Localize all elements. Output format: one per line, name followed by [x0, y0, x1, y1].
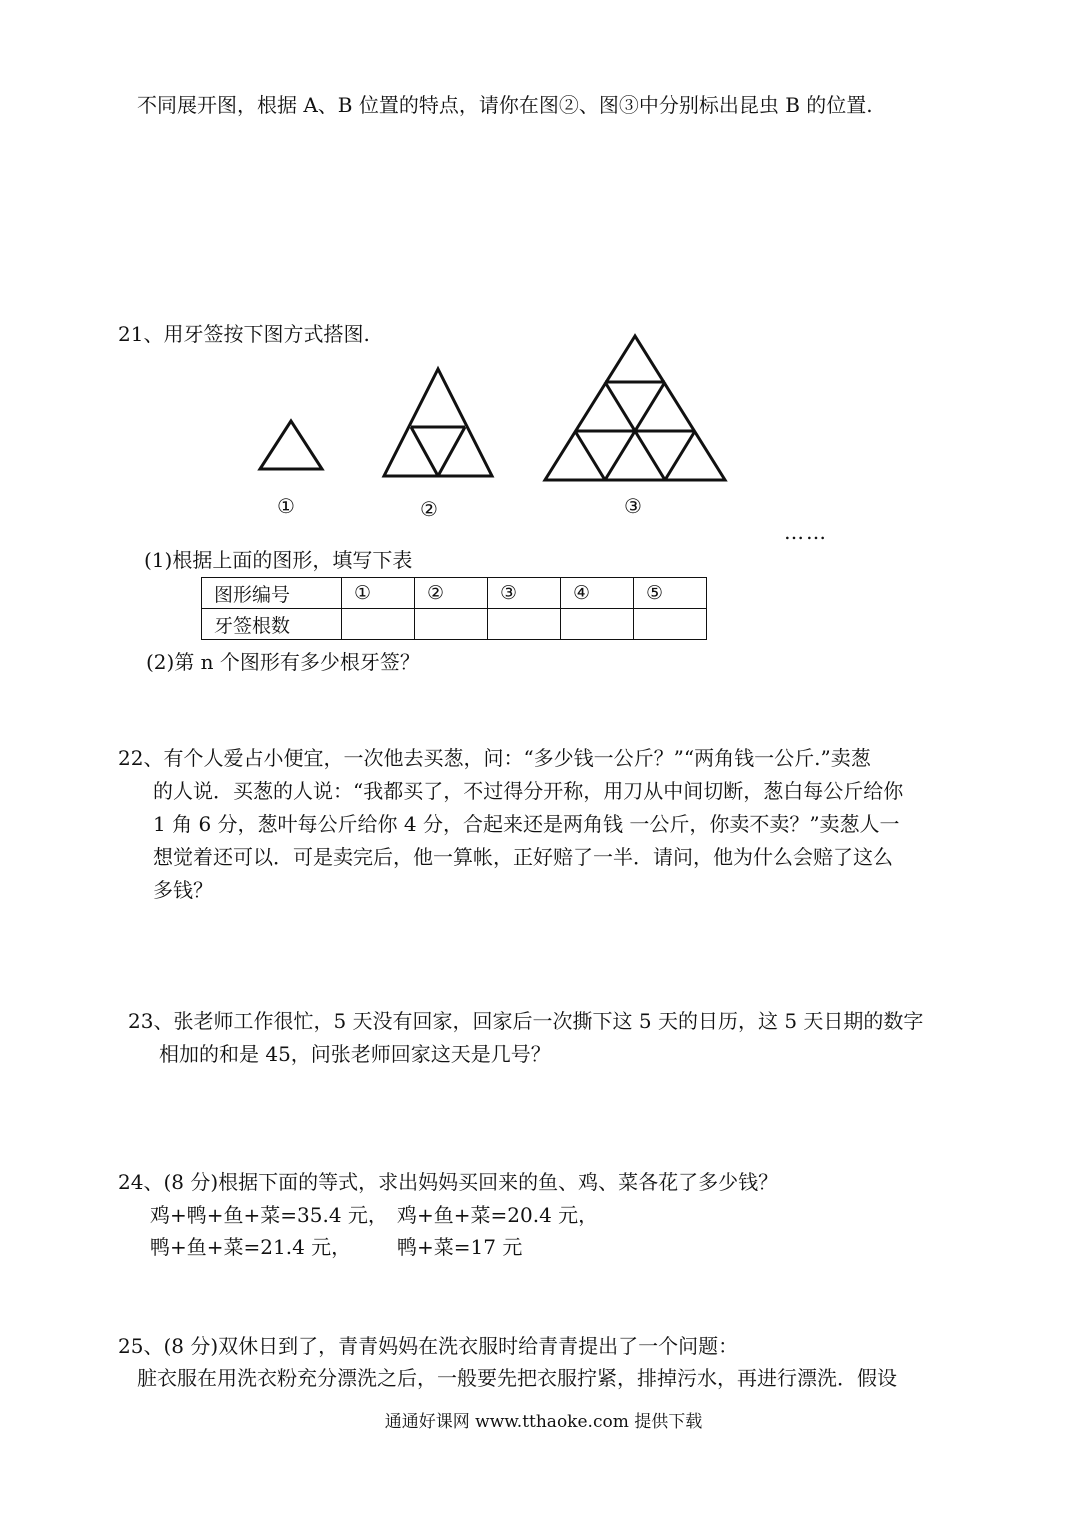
figure-2-triangles — [384, 369, 492, 476]
q21-part2: (2)第 n 个图形有多少根牙签？ — [146, 650, 420, 674]
q22-line-3: 1 角 6 分，葱叶每公斤给你 4 分，合起来还是两角钱 一公斤，你卖不卖？”卖葱人一 — [153, 812, 900, 836]
table-row — [202, 609, 707, 640]
page-footer: 通通好课网 www.tthaoke.com 提供下载 — [384, 1412, 703, 1432]
table-cell — [488, 609, 561, 640]
q24-equation-2: 鸡+鱼+菜=20.4 元， — [397, 1203, 599, 1227]
q22-line-5: 多钱？ — [153, 878, 213, 902]
table-header-cell: 牙签根数 — [202, 609, 342, 640]
figure-label-3: ③ — [624, 494, 642, 518]
toothpick-table — [201, 577, 707, 640]
table-cell: ② — [415, 578, 488, 609]
ellipsis: …… — [784, 520, 828, 544]
q22-line-1: 22、有个人爱占小便宜，一次他去买葱，问：“多少钱一公斤？”“两角钱一公斤.”卖葱 — [118, 746, 871, 770]
figure-3-triangles — [545, 336, 725, 480]
q25-line-2: 脏衣服在用洗衣粉充分漂洗之后，一般要先把衣服拧紧，排掉污水，再进行漂洗．假设 — [137, 1366, 897, 1390]
figure-label-1: ① — [277, 494, 295, 518]
q22-line-4: 想觉着还可以．可是卖完后，他一算帐，正好赔了一半．请问，他为什么会赔了这么 — [153, 845, 893, 869]
table-cell — [634, 609, 707, 640]
table-row — [202, 578, 707, 609]
table-cell — [342, 609, 415, 640]
q22-line-2: 的人说．买葱的人说：“我都买了，不过得分开称，用刀从中间切断，葱白每公斤给你 — [153, 779, 904, 803]
q24-equation-4: 鸭+菜=17 元 — [397, 1235, 523, 1259]
toothpick-triangle-figures — [0, 0, 1087, 560]
table-cell: ① — [342, 578, 415, 609]
q25-title: 25、(8 分)双休日到了，青青妈妈在洗衣服时给青青提出了一个问题： — [118, 1334, 739, 1358]
table-header-cell: 图形编号 — [202, 578, 342, 609]
table-cell: ③ — [488, 578, 561, 609]
table-cell — [415, 609, 488, 640]
q23-line-2: 相加的和是 45，问张老师回家这天是几号？ — [159, 1042, 551, 1066]
q21-part1: (1)根据上面的图形，填写下表 — [144, 548, 413, 572]
q23-line-1: 23、张老师工作很忙，5 天没有回家，回家后一次撕下这 5 天的日历，这 5 天日期的数字 — [128, 1009, 924, 1033]
figure-label-2: ② — [420, 497, 438, 521]
figure-1-triangle — [260, 421, 322, 469]
q20-text: 不同展开图，根据 A、B 位置的特点，请你在图②、图③中分别标出昆虫 B 的位置. — [137, 93, 873, 117]
table-cell — [561, 609, 634, 640]
q21-title: 21、用牙签按下图方式搭图. — [118, 322, 370, 346]
q24-equation-3: 鸭+鱼+菜=21.4 元， — [150, 1235, 352, 1259]
q24-title: 24、(8 分)根据下面的等式，求出妈妈买回来的鱼、鸡、菜各花了多少钱？ — [118, 1170, 779, 1194]
table-cell: ⑤ — [634, 578, 707, 609]
table-cell: ④ — [561, 578, 634, 609]
q24-equation-1: 鸡+鸭+鱼+菜=35.4 元， — [150, 1203, 388, 1227]
